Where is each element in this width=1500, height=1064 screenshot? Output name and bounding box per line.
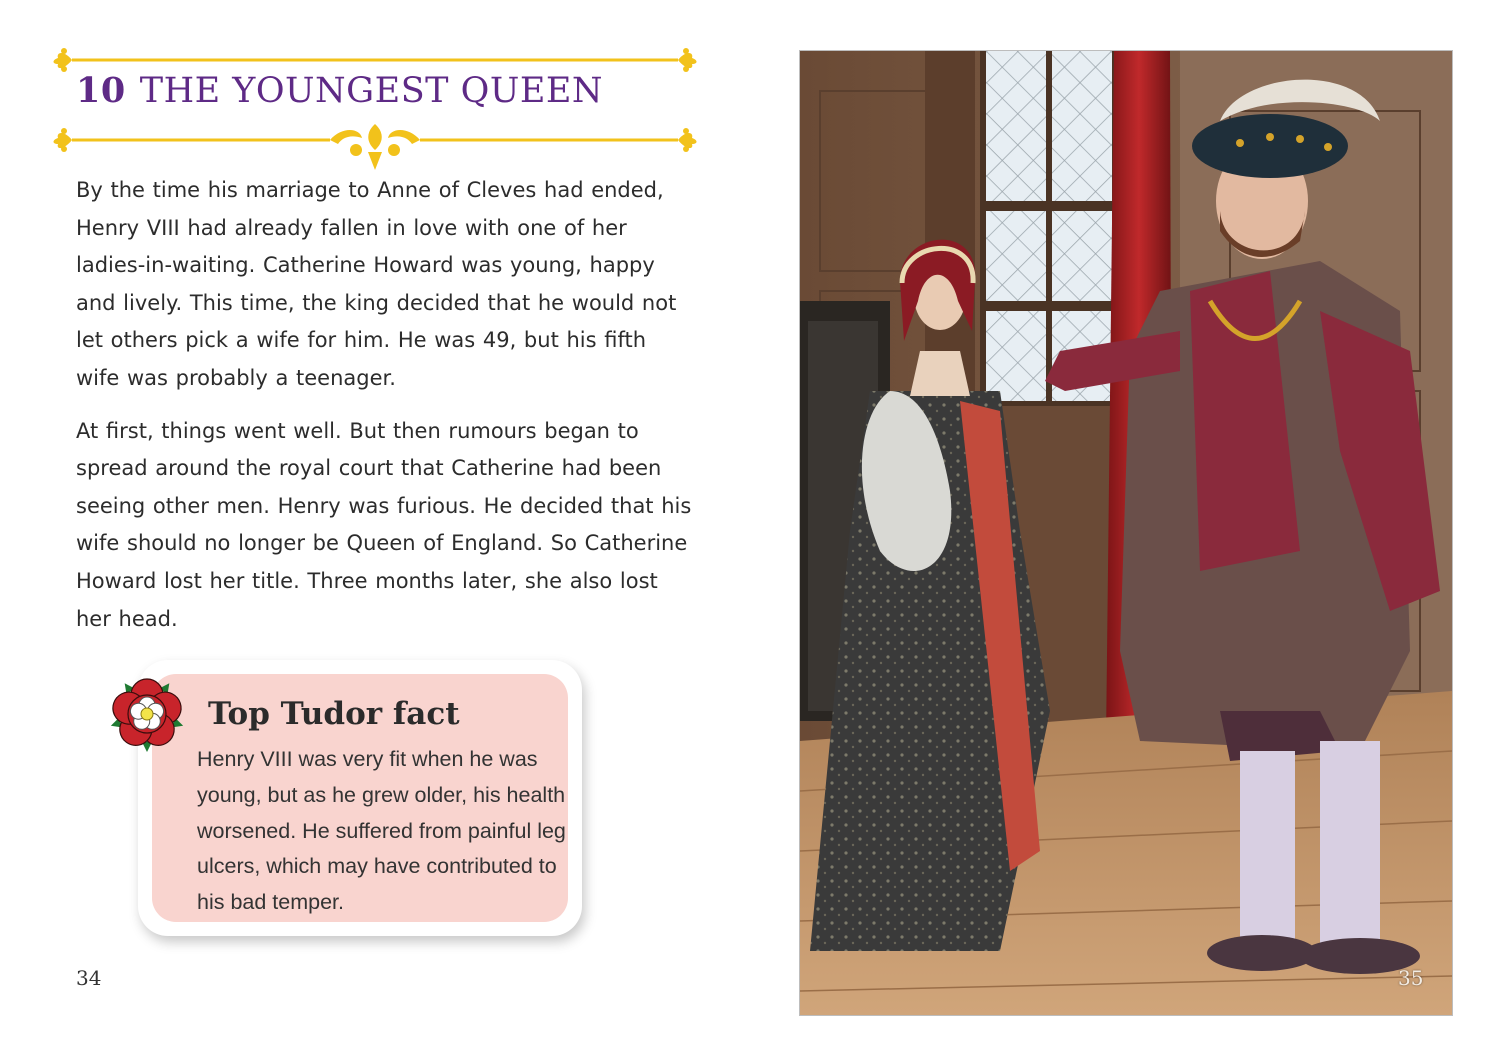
fact-box-panel bbox=[152, 674, 568, 922]
page-number: 35 bbox=[1398, 966, 1424, 990]
page-number: 34 bbox=[76, 966, 102, 990]
paragraph: At first, things went well. But then rumours began to spread around the royal court that Catherine had been seeing other men. Henry was furious. He decided that his wife should no longer be Queen of England. So Catherine Howard lost her title. Three months later, she also lost her head. bbox=[76, 418, 692, 631]
fact-title: Top Tudor fact bbox=[208, 696, 460, 732]
tudor-fact-box bbox=[138, 660, 582, 936]
tudor-rose-icon bbox=[106, 673, 188, 755]
ornamental-rule-bottom bbox=[50, 120, 700, 175]
henry-and-catherine-illustration bbox=[799, 50, 1453, 1016]
chapter-title-text: THE YOUNGEST QUEEN bbox=[139, 71, 604, 111]
chapter-header bbox=[50, 40, 700, 170]
paragraph: By the time his marriage to Anne of Cleves had ended, Henry VIII had already fallen in love with one of her ladies-in-waiting. Catherine Howard was young, happy and lively. This time, the king decided that he would not let others pick a wife for him. He was 49, but his fifth wife was probably a teenager. bbox=[76, 178, 677, 390]
chapter-title bbox=[76, 70, 603, 111]
chapter-number: 10 bbox=[76, 70, 126, 111]
body-text bbox=[76, 172, 696, 653]
fact-text: Henry VIII was very fit when he was young, but as he grew older, his health worsened. He suffered from painful leg ulcers, which may have contributed to his bad temper. bbox=[197, 747, 566, 915]
right-page bbox=[760, 0, 1500, 1064]
